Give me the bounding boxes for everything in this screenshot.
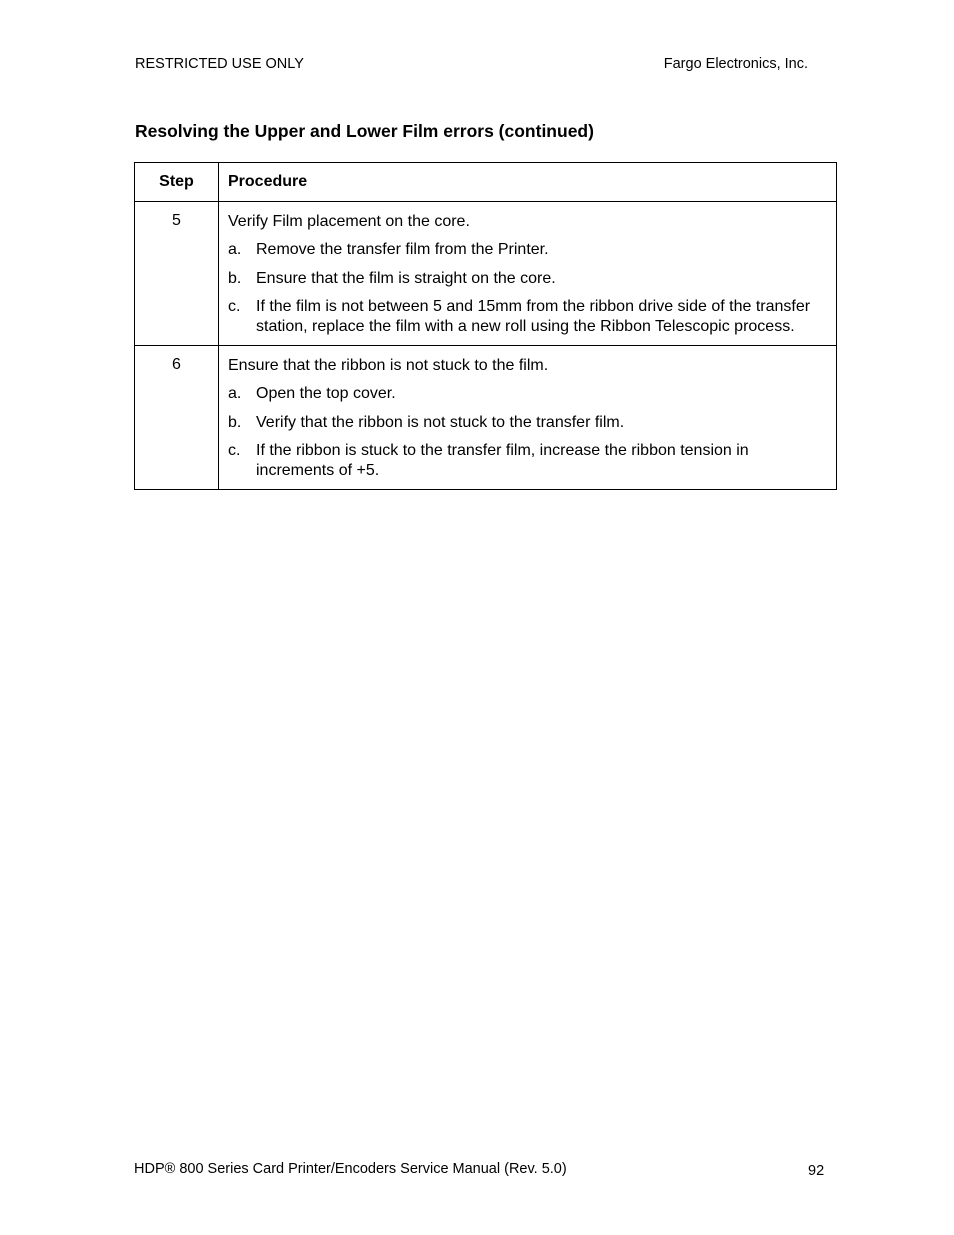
procedure-intro: Verify Film placement on the core.	[228, 213, 470, 230]
sub-step	[228, 240, 827, 260]
procedure-cell	[219, 346, 837, 490]
procedure-cell	[219, 202, 837, 346]
sub-step-letter: a.	[228, 385, 242, 402]
header-company-name: Fargo Electronics, Inc.	[663, 56, 808, 72]
sub-step-letter: c.	[228, 442, 241, 459]
sub-step-text: Ensure that the film is straight on the core.	[256, 269, 556, 287]
procedure-table	[134, 162, 837, 490]
table-header-row	[135, 163, 837, 202]
sub-step-text: Open the top cover.	[256, 385, 396, 402]
page-number: 92	[808, 1163, 825, 1179]
sub-step	[228, 269, 827, 289]
sub-step-letter: b.	[228, 269, 242, 287]
sub-step-text: If the ribbon is stuck to the transfer film, increase the ribbon tension in increments of +5.	[256, 442, 749, 479]
procedure-intro: Ensure that the ribbon is not stuck to the film.	[228, 357, 549, 374]
sub-step-text: Verify that the ribbon is not stuck to the transfer film.	[256, 413, 625, 431]
sub-step-letter: b.	[228, 413, 242, 431]
sub-step-text: If the film is not between 5 and 15mm from the ribbon drive side of the transfer station, replace the film with a new roll using the Ribbon Telescopic process.	[256, 298, 811, 335]
column-header-step: Step	[135, 163, 219, 202]
step-number: 6	[135, 346, 219, 490]
step-number: 5	[135, 202, 219, 346]
table-row-step-5	[135, 202, 837, 346]
header-restricted-notice: RESTRICTED USE ONLY	[135, 56, 304, 72]
sub-step-text: Remove the transfer film from the Printer.	[256, 241, 549, 258]
sub-step-letter: c.	[228, 298, 241, 315]
sub-step-letter: a.	[228, 241, 242, 258]
section-title: Resolving the Upper and Lower Film errors (continued)	[135, 121, 594, 141]
table-row-step-6	[135, 346, 837, 490]
sub-step	[228, 413, 827, 433]
sub-step	[228, 384, 827, 404]
column-header-procedure: Procedure	[219, 163, 837, 202]
footer-manual-title: HDP® 800 Series Card Printer/Encoders Service Manual (Rev. 5.0)	[134, 1161, 567, 1177]
sub-step	[228, 441, 827, 480]
sub-step	[228, 297, 827, 336]
